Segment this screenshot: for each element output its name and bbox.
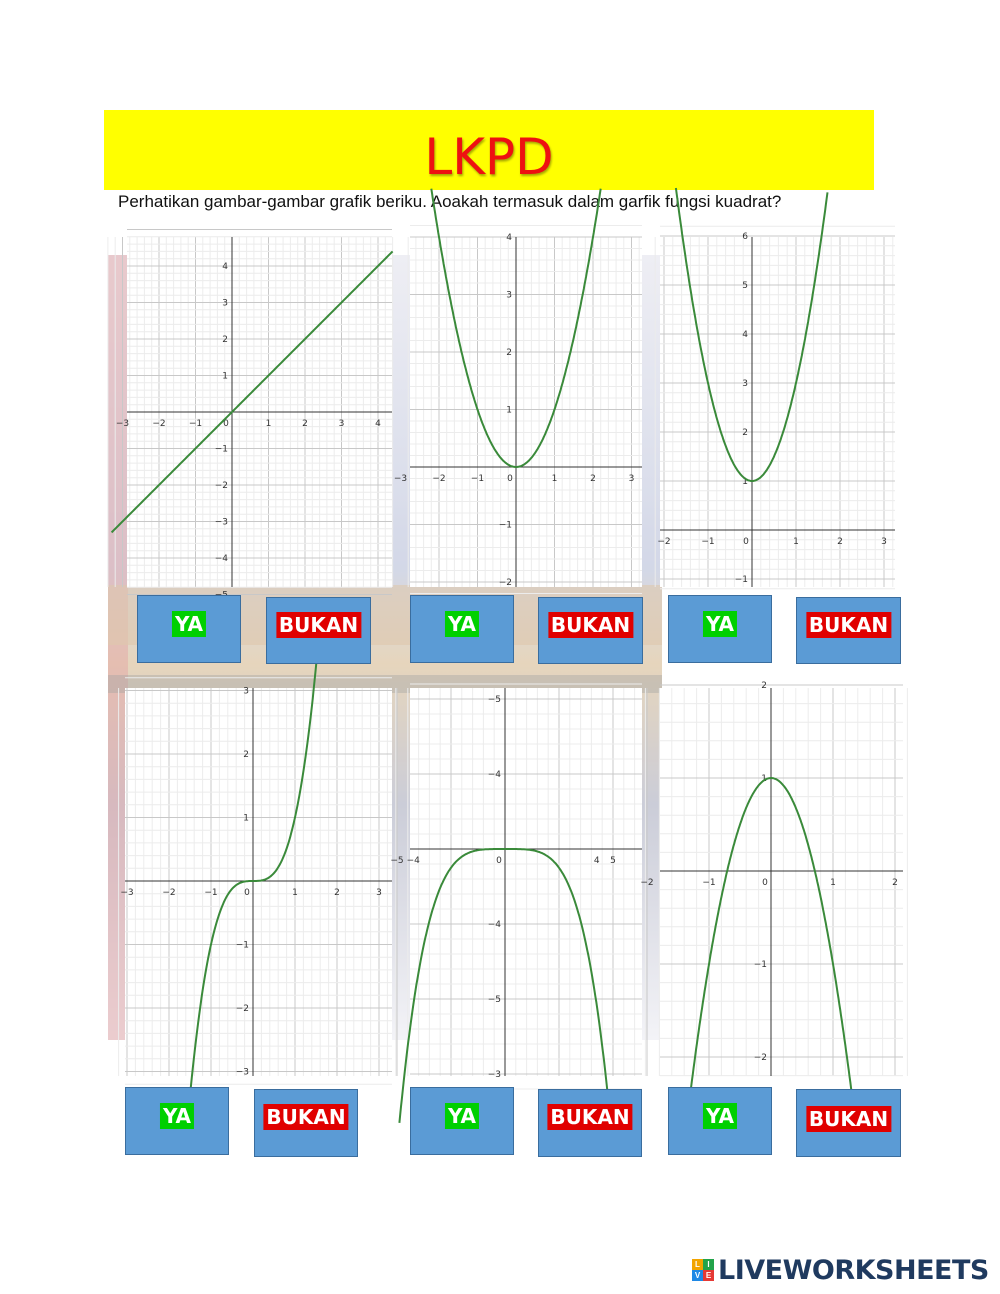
graph-3 — [657, 232, 895, 587]
y-tick-label: −4 — [487, 920, 501, 930]
y-tick-label: 1 — [761, 774, 767, 784]
page-title: LKPD — [424, 128, 554, 186]
x-tick-label: 1 — [830, 878, 836, 888]
x-tick-label: 0 — [762, 878, 768, 888]
ya-button-3[interactable] — [668, 595, 772, 663]
y-tick-label: −1 — [214, 444, 228, 455]
x-tick-label: −2 — [152, 419, 166, 429]
x-tick-label: −1 — [204, 888, 218, 898]
bukan-label: BUKAN — [276, 612, 361, 638]
graph-2 — [393, 233, 642, 588]
x-tick-label: −2 — [432, 474, 446, 484]
y-tick-label: 1 — [243, 813, 249, 824]
y-tick-label: 3 — [506, 290, 512, 301]
x-tick-label: 4 — [593, 856, 600, 866]
y-tick-label: −4 — [487, 770, 501, 780]
y-tick-label: −1 — [235, 940, 249, 951]
y-tick-label: −2 — [214, 481, 228, 491]
y-tick-label: −2 — [753, 1053, 767, 1063]
x-tick-label: 1 — [551, 474, 558, 484]
bukan-button-6[interactable] — [796, 1089, 901, 1157]
bukan-button-2[interactable] — [538, 597, 643, 664]
ya-label: YA — [160, 1103, 194, 1129]
x-tick-label: 2 — [590, 474, 596, 484]
y-tick-label: 6 — [742, 232, 748, 242]
y-tick-label: 3 — [222, 298, 228, 309]
graph-4 — [120, 686, 392, 1078]
logo-grid-icon: L I V E — [692, 1259, 714, 1281]
x-tick-label: −1 — [188, 419, 203, 429]
ya-label: YA — [172, 611, 206, 637]
x-tick-label: −1 — [702, 878, 716, 888]
y-tick-label: −3 — [235, 1067, 249, 1078]
x-tick-label: 0 — [507, 474, 513, 484]
banner — [104, 110, 874, 190]
x-tick-label: −5 — [390, 856, 404, 866]
ya-label: YA — [703, 611, 737, 637]
bukan-button-3[interactable] — [796, 597, 901, 664]
x-tick-label: 2 — [302, 419, 308, 429]
x-tick-label: −3 — [393, 474, 408, 484]
x-tick-label: 2 — [334, 888, 340, 898]
ya-button-2[interactable] — [410, 595, 514, 663]
y-tick-label: −1 — [753, 960, 767, 970]
ya-label: YA — [445, 1103, 479, 1129]
x-tick-label: 1 — [265, 419, 272, 429]
bukan-label: BUKAN — [548, 612, 633, 638]
y-tick-label: 1 — [742, 477, 748, 487]
x-tick-label: −2 — [640, 878, 654, 888]
y-tick-label: 4 — [222, 262, 228, 272]
graph-5 — [390, 688, 642, 1080]
y-tick-label: 3 — [742, 379, 748, 389]
y-tick-label: 4 — [742, 330, 748, 340]
y-tick-label: 1 — [506, 405, 512, 416]
x-tick-label: −1 — [470, 474, 485, 484]
bukan-button-4[interactable] — [254, 1089, 358, 1157]
x-tick-label: 0 — [244, 888, 250, 898]
y-tick-label: 2 — [742, 428, 748, 438]
y-tick-label: 2 — [222, 335, 228, 345]
y-tick-label: −4 — [214, 554, 228, 564]
graph-6-svg — [640, 681, 903, 1076]
x-tick-label: 0 — [223, 419, 229, 429]
y-tick-label: 3 — [243, 686, 249, 697]
x-tick-label: −3 — [115, 419, 130, 429]
x-tick-label: 3 — [628, 474, 635, 484]
graph-2-svg — [393, 233, 642, 588]
x-tick-label: 3 — [376, 888, 382, 898]
x-tick-label: 4 — [375, 419, 381, 429]
y-tick-label: −3 — [214, 517, 228, 528]
x-tick-label: −1 — [701, 537, 715, 547]
y-tick-label: 4 — [506, 233, 512, 243]
instruction-text: Perhatikan gambar-gambar grafik beriku. Aoakah termasuk dalam garfik fungsi kuadrat? — [118, 192, 782, 211]
y-tick-label: 1 — [222, 371, 228, 382]
y-tick-label: −5 — [487, 995, 501, 1005]
x-tick-label: 2 — [892, 878, 898, 888]
y-tick-label: −1 — [734, 575, 748, 585]
x-tick-label: 0 — [743, 537, 749, 547]
x-tick-label: −3 — [120, 888, 134, 898]
ya-button-6[interactable] — [668, 1087, 772, 1155]
y-tick-label: 2 — [243, 750, 249, 760]
graph-1 — [115, 237, 392, 587]
ya-button-5[interactable] — [410, 1087, 514, 1155]
y-tick-label: −1 — [498, 520, 512, 531]
y-tick-label: 5 — [742, 281, 748, 291]
x-tick-label: 3 — [881, 537, 887, 547]
x-tick-label: −2 — [162, 888, 176, 898]
x-tick-label: 1 — [292, 888, 298, 898]
graph-3-svg — [657, 232, 895, 587]
x-tick-label: 2 — [837, 537, 843, 547]
bukan-button-5[interactable] — [538, 1089, 642, 1157]
x-tick-label: −2 — [657, 537, 671, 547]
bukan-label: BUKAN — [263, 1104, 348, 1130]
graph-1-svg — [115, 237, 392, 587]
x-tick-label: 0 — [496, 856, 502, 866]
x-tick-label: 1 — [793, 537, 799, 547]
graph-5-svg — [390, 688, 642, 1080]
graph-6 — [640, 681, 903, 1076]
bukan-label: BUKAN — [806, 1106, 891, 1132]
x-tick-label: 5 — [610, 856, 616, 866]
y-tick-label: −2 — [498, 578, 512, 588]
ya-label: YA — [445, 611, 479, 637]
logo-text: LIVEWORKSHEETS — [718, 1254, 989, 1286]
bukan-button-1[interactable] — [266, 597, 371, 664]
y-tick-label: −5 — [487, 695, 501, 705]
function-curve — [112, 251, 393, 532]
ya-button-4[interactable] — [125, 1087, 229, 1155]
liveworksheets-logo — [692, 1255, 989, 1285]
y-tick-label: 2 — [761, 681, 767, 691]
bukan-label: BUKAN — [547, 1104, 632, 1130]
bukan-label: BUKAN — [806, 612, 891, 638]
graph-4-svg — [120, 686, 392, 1078]
x-tick-label: 3 — [338, 419, 345, 429]
ya-button-1[interactable] — [137, 595, 241, 663]
ya-label: YA — [703, 1103, 737, 1129]
y-tick-label: 2 — [506, 348, 512, 358]
y-tick-label: −3 — [487, 1070, 501, 1080]
y-tick-label: −2 — [235, 1004, 249, 1014]
x-tick-label: −4 — [406, 856, 420, 866]
